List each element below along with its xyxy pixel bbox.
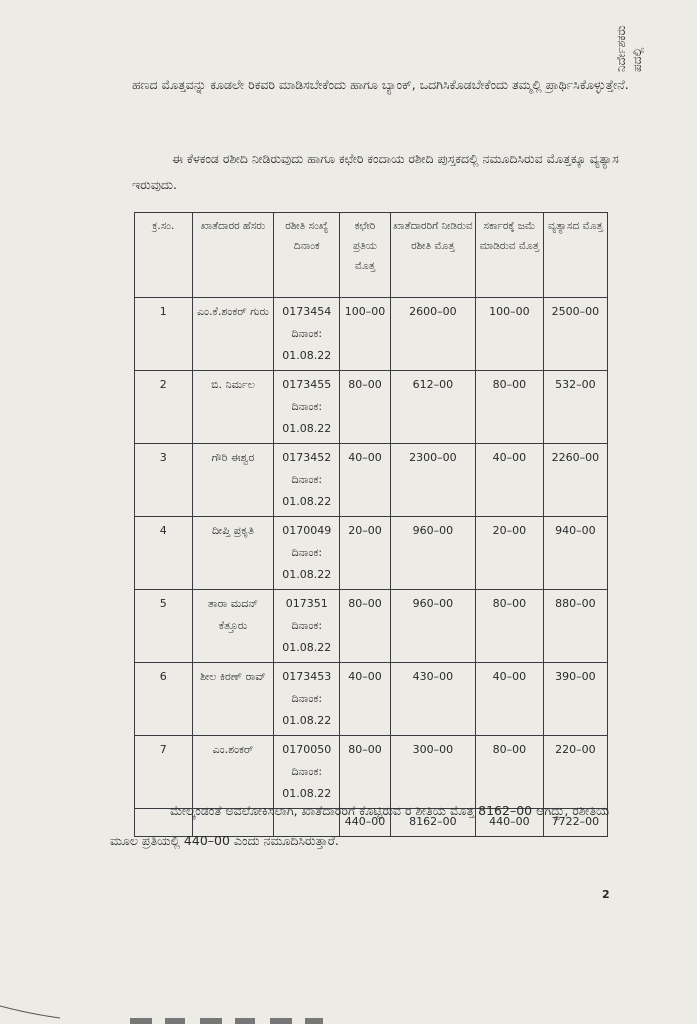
date-label: ದಿನಾಂಕ: [291, 765, 323, 778]
cell-difference: 2500–00 [543, 298, 607, 371]
cell-given-amount: 2300–00 [390, 444, 475, 517]
date-label: ದಿನಾಂಕ: [291, 473, 323, 486]
cell-difference: 390–00 [543, 663, 607, 736]
cell-difference: 940–00 [543, 517, 607, 590]
cell-given-amount: 430–00 [390, 663, 475, 736]
receipt-date: 01.08.22 [282, 568, 332, 581]
header-serial: ಕ್ರ.ಸಂ. [135, 213, 193, 298]
cell-given-amount: 612–00 [390, 371, 475, 444]
cell-name: ಎಂ.ಶಂಕರ್ [192, 736, 274, 809]
date-label: ದಿನಾಂಕ: [291, 619, 323, 632]
table-row [135, 590, 608, 663]
cell-given-amount: 2600–00 [390, 298, 475, 371]
header-office-amount: ಕಛೇರಿ ಪ್ರತಿಯ ಮೊತ್ತ [340, 213, 391, 298]
header-credited-amount: ಸರ್ಕಾರಕ್ಕೆ ಜಮೆ ಮಾಡಿರುವ ಮೊತ್ತ [475, 213, 543, 298]
cell-office-amount: 100–00 [340, 298, 391, 371]
cell-credited-amount: 80–00 [475, 590, 543, 663]
scan-bottom-edge [0, 1000, 697, 1024]
cell-receipt [274, 298, 340, 371]
table-row [135, 444, 608, 517]
total-difference: 7722–00 [543, 809, 607, 837]
date-label: ದಿನಾಂಕ: [291, 400, 323, 413]
cell-difference: 2260–00 [543, 444, 607, 517]
date-label: ದಿನಾಂಕ: [291, 692, 323, 705]
cell-credited-amount: 20–00 [475, 517, 543, 590]
cell-credited-amount: 100–00 [475, 298, 543, 371]
header-receipt: ರಶೀತಿ ಸಂಖ್ಯೆ ದಿನಾಂಕ [274, 213, 340, 298]
cell-difference: 532–00 [543, 371, 607, 444]
receipt-number: 0173455 [282, 378, 332, 391]
cell-serial: 7 [135, 736, 193, 809]
cell-office-amount: 80–00 [340, 736, 391, 809]
total-office-amount: 440–00 [340, 809, 391, 837]
cell-receipt [274, 590, 340, 663]
cell-difference: 220–00 [543, 736, 607, 809]
cell-name: ದೀಪ್ತಿ ಪ್ರಕೃತಿ [192, 517, 274, 590]
receipt-number: 0170050 [282, 743, 332, 756]
paragraph-observation: ಮೇಲ್ಕಂಡಂತೆ ಅವಲೋಕಿಸಲಾಗಿ, ಖಾತೆದಾರರಿಗೆ ಕೊಟ್ಟಿರುವ ರ ಶೀತಿಯ ಮೊತ್ತ 8162–00 ಆಗಿದ್ದು, ರಶೀತಿಯ ಮೂಲ ಪ್ರತಿಯಲ್ಲಿ 440–00 ಎಂದು ನಮೂದಿಸಿರುತ್ತಾರೆ. [110, 803, 610, 848]
receipt-date: 01.08.22 [282, 641, 332, 654]
cell-credited-amount: 80–00 [475, 371, 543, 444]
cell-credited-amount: 80–00 [475, 736, 543, 809]
cell-name: ಗೌರಿ ಈಶ್ವರ [192, 444, 274, 517]
cell-given-amount: 300–00 [390, 736, 475, 809]
receipt-number: 017351 [285, 597, 328, 610]
receipt-date: 01.08.22 [282, 422, 332, 435]
cell-given-amount: 960–00 [390, 517, 475, 590]
paragraph-discrepancy: ಈ ಕೆಳಕಂಡ ರಶೀದಿ ನೀಡಿರುವುದು ಹಾಗೂ ಕಛೇರಿ ಕಂದಾಯ ರಶೀದಿ ಪುಸ್ತಕದಲ್ಲಿ ನಮೂದಿಸಿರುವ ಮೊತ್ತಕ್ಕೂ ವ್ಯತ್ಯಾಸ ಇರುವುದು. [132, 151, 619, 192]
cell-name: ತಾರಾ ಮದನ್ ಕೆತ್ತೂರು [192, 590, 274, 663]
cell-serial: 6 [135, 663, 193, 736]
receipt-date: 01.08.22 [282, 495, 332, 508]
cell-name: ಶೀಲ ಕಿರಣ್ ರಾವ್ [192, 663, 274, 736]
total-credited-amount: 440–00 [475, 809, 543, 837]
table-row [135, 371, 608, 444]
cell-office-amount: 80–00 [340, 371, 391, 444]
receipt-number: 0173453 [282, 670, 332, 683]
cell-receipt [274, 371, 340, 444]
header-difference: ವ್ಯತ್ಯಾಸದ ಮೊತ್ತ [543, 213, 607, 298]
cell-office-amount: 80–00 [340, 590, 391, 663]
cell-name: ಬಿ. ನಿರ್ಮಲ [192, 371, 274, 444]
paragraph-request: ಹಣದ ಮೊತ್ತವನ್ನು ಕೂಡಲೇ ರಿಕವರಿ ಮಾಡಿಸಬೇಕೆಂದು ಹಾಗೂ ಬ್ಯಾಂಕ್, ಒದಗಿಸಿಕೊಡಬೇಕೆಂದು ತಮ್ಮಲ್ಲಿ ಪ್ರಾರ್ಥಿಸಿಕೊಳ್ಳುತ್ತೇನೆ. [132, 77, 629, 92]
cell-name: ಎಂ.ಕೆ.ಶಂಕರ್ ಗುರು [192, 298, 274, 371]
total-given-amount: 8162–00 [390, 809, 475, 837]
receipt-date: 01.08.22 [282, 349, 332, 362]
table-row [135, 663, 608, 736]
receipt-number: 0173452 [282, 451, 332, 464]
receipt-number: 0173454 [282, 305, 332, 318]
cell-office-amount: 40–00 [340, 663, 391, 736]
page-number: 2 [602, 888, 610, 901]
cell-serial: 2 [135, 371, 193, 444]
cell-credited-amount: 40–00 [475, 663, 543, 736]
table-row [135, 517, 608, 590]
margin-note: ನಿರ್ದೇಶಕರು ಪದಲ್ಲಿ [614, 25, 644, 72]
receipt-date: 01.08.22 [282, 714, 332, 727]
table-row [135, 298, 608, 371]
cell-given-amount: 960–00 [390, 590, 475, 663]
cell-difference: 880–00 [543, 590, 607, 663]
cell-receipt [274, 444, 340, 517]
cell-serial: 5 [135, 590, 193, 663]
receipt-number: 0170049 [282, 524, 332, 537]
cell-receipt [274, 517, 340, 590]
table-header-row [135, 213, 608, 298]
cell-serial: 1 [135, 298, 193, 371]
cell-serial: 4 [135, 517, 193, 590]
receipt-table [134, 212, 608, 837]
cell-credited-amount: 40–00 [475, 444, 543, 517]
receipt-date: 01.08.22 [282, 787, 332, 800]
header-given-amount: ಖಾತೆದಾರರಿಗೆ ನೀಡಿರುವ ರಶೀತಿ ಮೊತ್ತ [390, 213, 475, 298]
cell-office-amount: 20–00 [340, 517, 391, 590]
cell-serial: 3 [135, 444, 193, 517]
cell-office-amount: 40–00 [340, 444, 391, 517]
date-label: ದಿನಾಂಕ: [291, 327, 323, 340]
cell-receipt [274, 663, 340, 736]
header-name: ಖಾತೆದಾರರ ಹೆಸರು [192, 213, 274, 298]
date-label: ದಿನಾಂಕ: [291, 546, 323, 559]
